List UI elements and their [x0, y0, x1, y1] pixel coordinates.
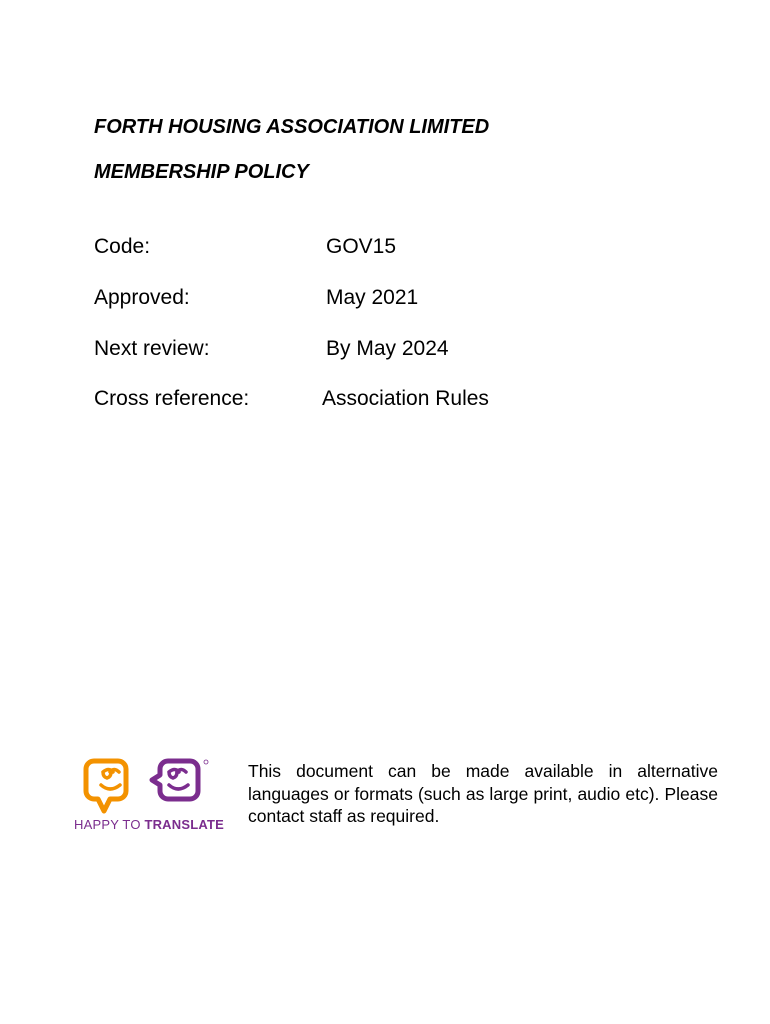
approved-value: May 2021	[326, 286, 419, 309]
code-value: GOV15	[326, 235, 397, 258]
policy-title: MEMBERSHIP POLICY	[94, 161, 309, 183]
next-review-label: Next review:	[94, 337, 210, 360]
alternative-formats-notice: This document can be made available in alternative languages or formats (such as large print, audio etc). Please contact staff as required.	[248, 761, 718, 826]
logo-caption-happy: HAPPY TO	[74, 817, 145, 832]
logo-caption	[74, 817, 224, 832]
next-review-value: By May 2024	[326, 337, 449, 360]
code-label: Code:	[94, 235, 151, 258]
logo-caption-translate: TRANSLATE	[144, 817, 225, 832]
cross-reference-label: Cross reference:	[94, 387, 250, 410]
purple-speech-bubble-icon	[152, 760, 208, 799]
organisation-heading: FORTH HOUSING ASSOCIATION LIMITED	[94, 116, 490, 138]
orange-speech-bubble-icon	[86, 761, 126, 811]
approved-label: Approved:	[94, 286, 190, 309]
cross-reference-value: Association Rules	[322, 387, 489, 410]
